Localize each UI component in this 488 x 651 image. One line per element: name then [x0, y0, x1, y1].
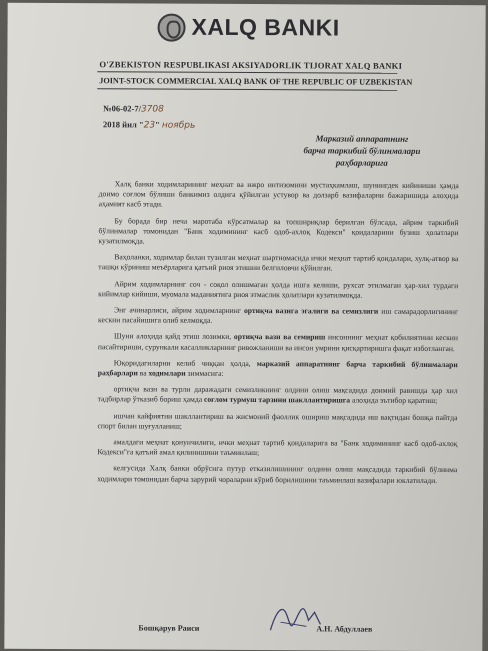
addressee-line: раҳбарларига [335, 157, 388, 168]
paragraph-text: Халқ банки ходимларининг меҳнат ва ижро интизомини мустаҳкамлаш, шунингдек кийиниши ҳамда доимо соғлом бўлиши банкимиз олдига қўйилган устувор ва долзарб вазифаларни бажаришида алоҳида аҳамият касб этади. [98, 179, 459, 209]
bank-name: XALQ BANKI [191, 13, 340, 41]
paragraph-text: ишчан кайфиятни шакллантириш ва жисмоний фаоллик ошириш мақсадида иш вақтидан бошқа пайтда спорт билан шуғулланиш; [97, 410, 458, 431]
addressee-block [277, 132, 447, 169]
body-paragraph [98, 252, 458, 274]
paragraph-text: Ваҳоланки, ходимлар билан тузилган меҳнат шартномасида ички меҳнат тартиб қоидалари, хулқ-атвор ва ташқи кўриниш меъёрларига қатъий риоя этишни белгиловчи қўйилган. [98, 252, 459, 273]
paragraph-text: ва [137, 368, 149, 378]
body-paragraph [97, 411, 457, 433]
reference-number-label: №06-02-7/ [103, 103, 141, 114]
paragraph-text: ортиқча вазн ва турли даражадаги семизликнинг олдини олиш мақсадида доимий равишда ҳар хил тадбирлар ўтказиб бориш ҳамда [97, 384, 458, 405]
paragraph-text: келгусида Халқ банки обрўсига путур етказилишининг олдини олиш мақсадида таркибий бўлинма ходимлари томонидан барча зарурий чораларни кўриб борилишини таъминлаш вазифалари юклатилади. [97, 463, 458, 485]
addressee-line: барча таркибий бўлинмалари [303, 145, 421, 156]
emphasized-text: ортиқча вазн ва семириш [233, 332, 326, 342]
body-paragraph [98, 384, 458, 406]
body-paragraph [97, 464, 457, 486]
paragraph-text: Бу борада бир неча маротаба кўрсатмалар ва топшириқлар берилган бўлсада, айрим таркибий бўлинмалар томонидан "Банк ходимининг касб одоб-ахлоқ Кодекси" қоидаларини бузиш ҳолатлари кузатилмоқда. [98, 215, 459, 246]
emphasized-text: соғлом турмуш тарзини шакллантиришга [203, 395, 351, 406]
body-paragraph [98, 332, 458, 354]
date-day-handwritten: 23 [143, 120, 156, 131]
paragraph-text: Юқоридагиларни келиб чиққан ҳолда, [113, 358, 257, 368]
bank-emblem-icon [157, 14, 185, 42]
body-paragraph [98, 358, 458, 380]
letter-date: 2018 йил "23" ноябрь [103, 119, 196, 131]
legal-name-uz: O'ZBEKISTON RESPUBLIKASI AKSIYADORLIK TIJORAT XALQ BANKI [99, 59, 403, 71]
paragraph-text: Энг ачинарлиси, айрим ходимларнинг [114, 305, 245, 316]
body-paragraph [99, 179, 459, 211]
emphasized-text: марказий аппаратнинг барча таркибий бўлинмалари раҳбарлари [97, 358, 458, 378]
body-paragraph [98, 305, 458, 327]
emphasized-text: ортиқча вазнга эгалиги ва семизлиги [244, 306, 379, 316]
letter-body [97, 179, 459, 492]
reference-number-handwritten: 3708 [140, 104, 164, 115]
signatory-name: А.Н. Абдуллаев [316, 624, 373, 634]
paragraph-text: Айрим ходимларнинг соч - соқол олишмаган ҳолда ишга келиши, рухсат этилмаган ҳар-хил турдаги кийимлар кийиши, муомала маданиятига риоя этмаслик ҳолатлари кузатилмоқда. [98, 278, 459, 300]
body-paragraph [98, 279, 458, 301]
paragraph-text: инсоннинг меҳнат қобилиятини кескин пасайтириши, сурункали касалликларнинг ривожланиши ва инсон умрини қисқартиришга фақат изботланган. [97, 332, 458, 353]
letter-sheet [4, 3, 485, 651]
emphasized-text: ходимлари [148, 368, 186, 378]
divider [97, 71, 397, 74]
date-month-handwritten: ноябрь [161, 120, 196, 131]
date-year-label: 2018 йил " [103, 119, 144, 130]
paragraph-text: алоҳида эътибор қаратиш; [350, 396, 438, 406]
paragraph-text: амалдаги меҳнат қонунчилиги, ички меҳнат тартиб қоидаларига ва "Банк ходимининг касб одоб-ахлоқ Кодекси"га қатъий амал қилинишини таъминлаш; [97, 437, 458, 458]
divider [97, 88, 397, 91]
body-paragraph [97, 437, 457, 459]
reference-number [103, 103, 164, 114]
addressee-line: Марказий аппаратнинг [315, 133, 409, 144]
legal-name-en: JOINT-STOCK COMMERCIAL XALQ BANK OF THE REPUBLIC OF UZBEKISTAN [99, 76, 413, 87]
paragraph-text: зиммасига: [185, 368, 224, 378]
paragraph-text: Шуни алоҳида қайд этиш лозимки, [113, 331, 234, 342]
letterhead [8, 9, 486, 87]
paragraph-text: иш самарадорлигининг кескин пасайишига олиб келмоқда. [98, 306, 459, 326]
body-paragraph [98, 216, 458, 248]
signatory-title: Бошқарув Раиси [138, 623, 200, 633]
